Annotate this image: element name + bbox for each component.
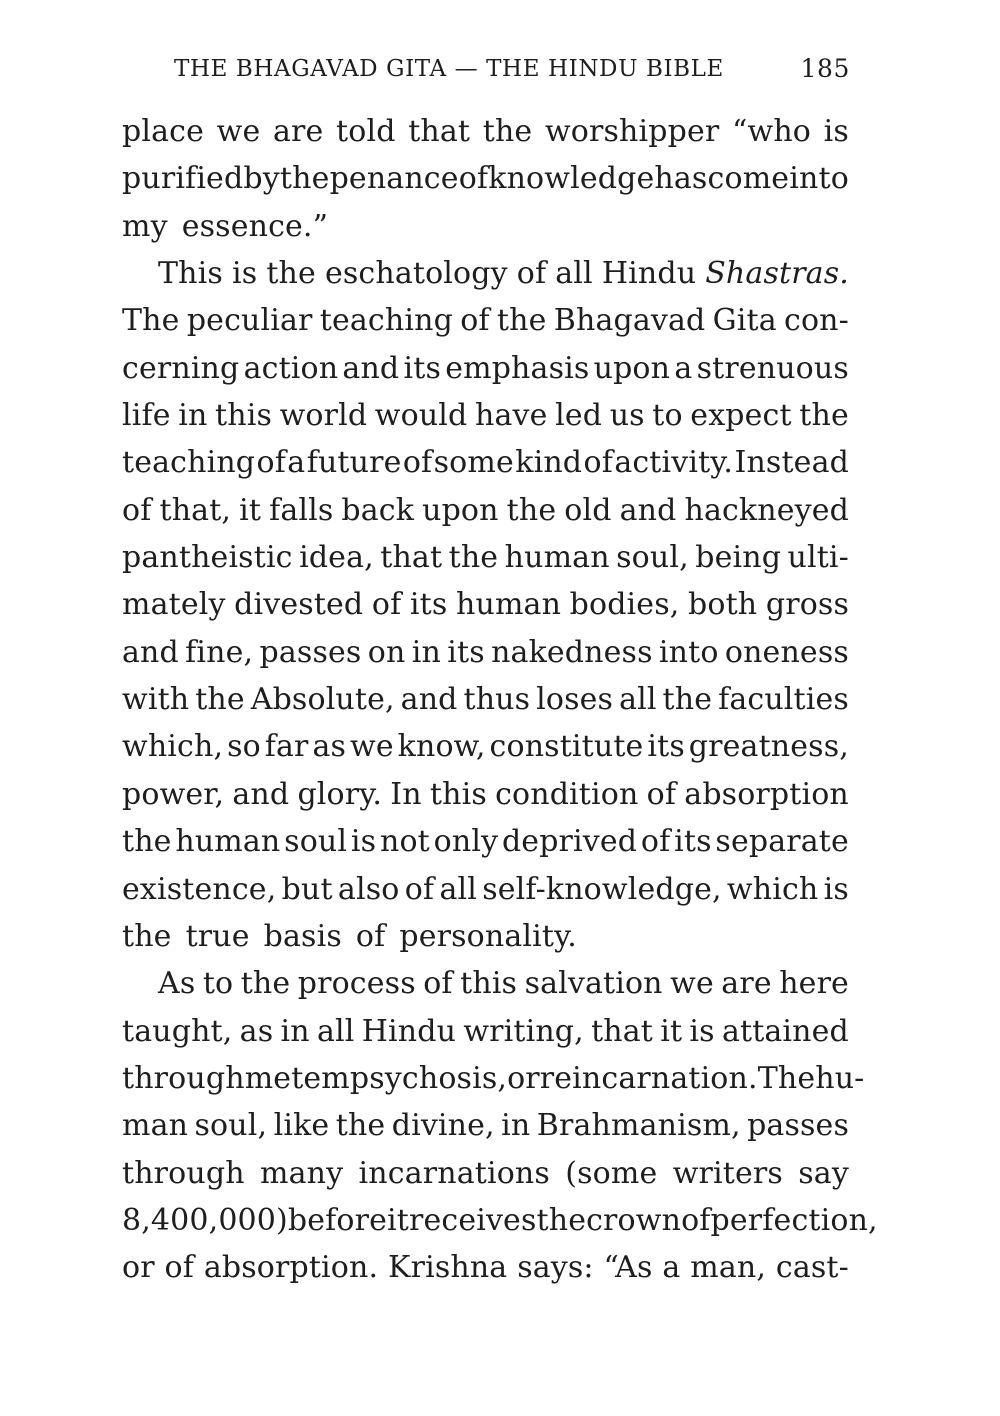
word: salvation xyxy=(524,966,663,1002)
word: mately xyxy=(122,587,226,623)
word: essence.” xyxy=(181,208,329,244)
word: through xyxy=(122,1060,245,1096)
word: the xyxy=(335,1108,386,1144)
word: world xyxy=(279,398,368,434)
word: and xyxy=(400,682,458,718)
word: to xyxy=(202,966,234,1002)
word: us xyxy=(609,398,645,434)
text-line xyxy=(122,297,849,344)
word: only xyxy=(433,824,499,860)
word: in xyxy=(501,1108,531,1144)
text-line xyxy=(122,392,849,439)
word: which, xyxy=(122,729,224,765)
word: before xyxy=(287,1202,388,1238)
word: thus xyxy=(463,682,531,718)
word: of xyxy=(681,1202,711,1238)
text-line xyxy=(122,1008,849,1055)
word: says: xyxy=(517,1250,594,1286)
word: strenuous xyxy=(696,350,849,386)
word: nakedness xyxy=(491,634,653,670)
running-head xyxy=(122,52,850,86)
word: have xyxy=(475,398,548,434)
word: is xyxy=(823,114,849,149)
word: its xyxy=(409,587,448,623)
word: Bhagavad xyxy=(553,303,706,339)
word: upon xyxy=(593,350,671,386)
word: absorption. xyxy=(203,1250,379,1286)
word: here xyxy=(779,966,849,1002)
word: and xyxy=(232,776,290,812)
word: idea, xyxy=(299,540,374,576)
word: the xyxy=(448,540,499,576)
word: of xyxy=(371,587,402,623)
word: This xyxy=(158,256,223,292)
word: fine, xyxy=(185,634,254,670)
word: we xyxy=(670,966,714,1002)
word: metempsychosis, xyxy=(244,1060,508,1096)
word: not xyxy=(379,824,430,860)
text-line xyxy=(122,960,849,1007)
word: ulti- xyxy=(787,540,849,576)
text-line xyxy=(122,345,849,392)
body-text xyxy=(122,108,878,1292)
word: like xyxy=(273,1108,330,1144)
word: the xyxy=(240,966,291,1002)
word: The xyxy=(122,303,180,339)
word: we xyxy=(216,114,261,149)
text-line xyxy=(122,250,849,297)
word: bodies, xyxy=(569,587,680,623)
word: as xyxy=(312,729,347,765)
word: oneness xyxy=(724,634,849,670)
text-line xyxy=(122,203,849,250)
word: my xyxy=(122,208,168,244)
word: existence, xyxy=(122,871,277,907)
word: peculiar xyxy=(186,303,313,339)
word: Shastras. xyxy=(705,256,849,292)
text-line xyxy=(122,723,849,770)
word: of xyxy=(423,966,453,1002)
word: teaching xyxy=(319,303,453,339)
word: upon xyxy=(422,492,499,528)
word: Instead xyxy=(734,445,849,481)
word: eschatology xyxy=(324,256,508,292)
word: Absolute, xyxy=(250,682,395,718)
word: passes xyxy=(259,634,362,670)
word: purified xyxy=(122,161,244,197)
word: the xyxy=(536,1202,587,1238)
word: a xyxy=(662,1250,681,1286)
text-line xyxy=(122,108,849,155)
text-line xyxy=(122,1197,878,1244)
word: the xyxy=(662,682,713,718)
word: constitute xyxy=(489,729,644,765)
word: cast- xyxy=(775,1250,849,1286)
word: personality. xyxy=(399,918,577,954)
word: glory. xyxy=(297,776,383,812)
word: absorption xyxy=(684,776,849,812)
word: through xyxy=(122,1155,245,1191)
word: a xyxy=(287,445,306,481)
word: of xyxy=(460,303,490,339)
text-line xyxy=(122,818,849,865)
word: we xyxy=(349,729,394,765)
word: hackneyed xyxy=(684,492,849,528)
word: far xyxy=(264,729,309,765)
text-line xyxy=(122,581,849,628)
word: its xyxy=(403,350,441,386)
word: As xyxy=(158,966,196,1002)
word: know, xyxy=(397,729,486,765)
word: Krishna xyxy=(388,1250,508,1286)
word: Brahmanism, xyxy=(536,1108,741,1144)
text-line xyxy=(122,155,849,202)
word: the xyxy=(496,303,547,339)
text-line xyxy=(122,439,849,486)
word: is xyxy=(689,1013,715,1049)
word: so xyxy=(227,729,261,765)
word: in xyxy=(178,398,208,434)
word: and xyxy=(619,492,677,528)
word: is xyxy=(231,256,258,292)
word: of xyxy=(355,918,386,954)
word: writing, xyxy=(463,1013,584,1049)
word: it xyxy=(660,1013,683,1049)
word: that xyxy=(380,540,443,576)
word: true xyxy=(185,918,250,954)
text-line xyxy=(122,771,849,818)
word: “who xyxy=(732,114,811,149)
text-line xyxy=(122,1102,849,1149)
word: receives xyxy=(408,1202,537,1238)
word: it xyxy=(387,1202,409,1238)
word: the xyxy=(279,161,330,197)
word: is xyxy=(823,871,849,907)
word: its xyxy=(674,824,712,860)
word: of xyxy=(458,161,489,197)
word: old xyxy=(564,492,612,528)
word: human xyxy=(504,540,610,576)
word: taught, xyxy=(122,1013,233,1049)
word: or xyxy=(122,1250,155,1286)
word: the xyxy=(122,824,172,860)
word: being xyxy=(695,540,782,576)
word: basis xyxy=(263,918,342,954)
text-line xyxy=(122,913,849,960)
word: Hindu xyxy=(361,1013,457,1049)
text-line xyxy=(122,1244,849,1291)
word: this xyxy=(215,398,272,434)
word: told xyxy=(336,114,396,149)
word: worshipper xyxy=(544,114,720,149)
word: human xyxy=(175,824,281,860)
word: all xyxy=(555,256,593,292)
word: that xyxy=(408,114,471,149)
word: passes xyxy=(747,1108,849,1144)
word: that, xyxy=(159,492,232,528)
word: has xyxy=(654,161,708,197)
word: say xyxy=(798,1155,849,1191)
word: in xyxy=(280,1013,310,1049)
word: knowledge xyxy=(488,161,655,197)
word: loses xyxy=(536,682,614,718)
word: hu- xyxy=(815,1060,865,1096)
word: as xyxy=(239,1013,274,1049)
word: divested xyxy=(234,587,364,623)
word: of xyxy=(256,445,286,481)
word: a xyxy=(674,350,693,386)
word: writers xyxy=(672,1155,783,1191)
word: reincarnation. xyxy=(539,1060,758,1096)
word: pantheistic xyxy=(122,540,293,576)
word: all xyxy=(316,1013,355,1049)
word: this xyxy=(460,966,518,1002)
word: action xyxy=(243,350,339,386)
word: cerning xyxy=(122,350,240,386)
word: all xyxy=(439,871,477,907)
word: it xyxy=(239,492,262,528)
word: are xyxy=(721,966,772,1002)
word: In xyxy=(390,776,422,812)
word: with xyxy=(122,682,190,718)
word: of xyxy=(164,1250,195,1286)
word: are xyxy=(272,114,324,149)
word: divine, xyxy=(391,1108,495,1144)
word: greatness, xyxy=(688,729,849,765)
word: faculties xyxy=(718,682,849,718)
word: condition xyxy=(495,776,639,812)
word: power, xyxy=(122,776,225,812)
word: the xyxy=(799,398,849,434)
word: into xyxy=(658,634,719,670)
text-line xyxy=(122,676,849,723)
word: back xyxy=(341,492,415,528)
text-line xyxy=(122,629,849,676)
word: separate xyxy=(715,824,849,860)
word: the xyxy=(266,256,316,292)
word: both xyxy=(688,587,758,623)
word: in xyxy=(411,634,441,670)
running-head-title: THE BHAGAVAD GITA — THE HINDU BIBLE xyxy=(174,56,724,82)
page-number: 185 xyxy=(800,54,850,83)
word: the xyxy=(122,918,172,954)
text-line xyxy=(122,534,849,581)
word: man, xyxy=(690,1250,767,1286)
word: or xyxy=(507,1060,540,1096)
word: by xyxy=(243,161,280,197)
word: kind xyxy=(515,445,583,481)
word: that xyxy=(591,1013,653,1049)
word: also xyxy=(337,871,400,907)
text-line xyxy=(122,1150,849,1197)
text-line xyxy=(122,866,849,913)
word: and xyxy=(342,350,400,386)
word: gross xyxy=(765,587,849,623)
word: of xyxy=(122,492,152,528)
text-line xyxy=(122,487,849,534)
word: man xyxy=(122,1108,189,1144)
word: and xyxy=(122,634,179,670)
word: 8,400,000) xyxy=(122,1202,288,1238)
word: which xyxy=(726,871,819,907)
word: all xyxy=(619,682,657,718)
word: process xyxy=(297,966,416,1002)
word: place xyxy=(122,114,204,149)
word: emphasis xyxy=(445,350,590,386)
word: Gita xyxy=(712,303,777,339)
word: activity. xyxy=(614,445,734,481)
word: of xyxy=(402,445,433,481)
word: the xyxy=(482,114,533,149)
word: to xyxy=(652,398,683,434)
word: crown xyxy=(586,1202,682,1238)
word: of xyxy=(646,776,677,812)
word: its xyxy=(447,634,485,670)
word: soul xyxy=(284,824,348,860)
text-line xyxy=(122,1055,865,1102)
word: self-knowledge, xyxy=(482,871,722,907)
word: human xyxy=(456,587,562,623)
word: some xyxy=(433,445,514,481)
word: is xyxy=(350,824,377,860)
word: of xyxy=(516,256,547,292)
word: perfection, xyxy=(710,1202,878,1238)
word: come xyxy=(707,161,790,197)
word: this xyxy=(429,776,487,812)
word: of xyxy=(404,871,435,907)
word: into xyxy=(789,161,849,197)
word: penance xyxy=(329,161,459,197)
word: soul, xyxy=(194,1108,268,1144)
word: many xyxy=(260,1155,344,1191)
word: Hindu xyxy=(601,256,697,292)
word: The xyxy=(757,1060,816,1096)
word: soul, xyxy=(616,540,689,576)
word: expect xyxy=(690,398,792,434)
word: of xyxy=(583,445,613,481)
word: future xyxy=(306,445,402,481)
word: the xyxy=(195,682,245,718)
word: incarnations xyxy=(358,1155,550,1191)
word: deprived xyxy=(501,824,638,860)
word: led xyxy=(555,398,603,434)
word: con- xyxy=(784,303,849,339)
word: (some xyxy=(565,1155,658,1191)
word: “As xyxy=(603,1250,653,1286)
word: the xyxy=(506,492,557,528)
word: teaching xyxy=(122,445,256,481)
word: but xyxy=(281,871,333,907)
word: falls xyxy=(269,492,334,528)
word: on xyxy=(367,634,406,670)
word: life xyxy=(122,398,171,434)
word: would xyxy=(374,398,468,434)
word: attained xyxy=(721,1013,849,1049)
word: its xyxy=(647,729,685,765)
word: of xyxy=(640,824,671,860)
